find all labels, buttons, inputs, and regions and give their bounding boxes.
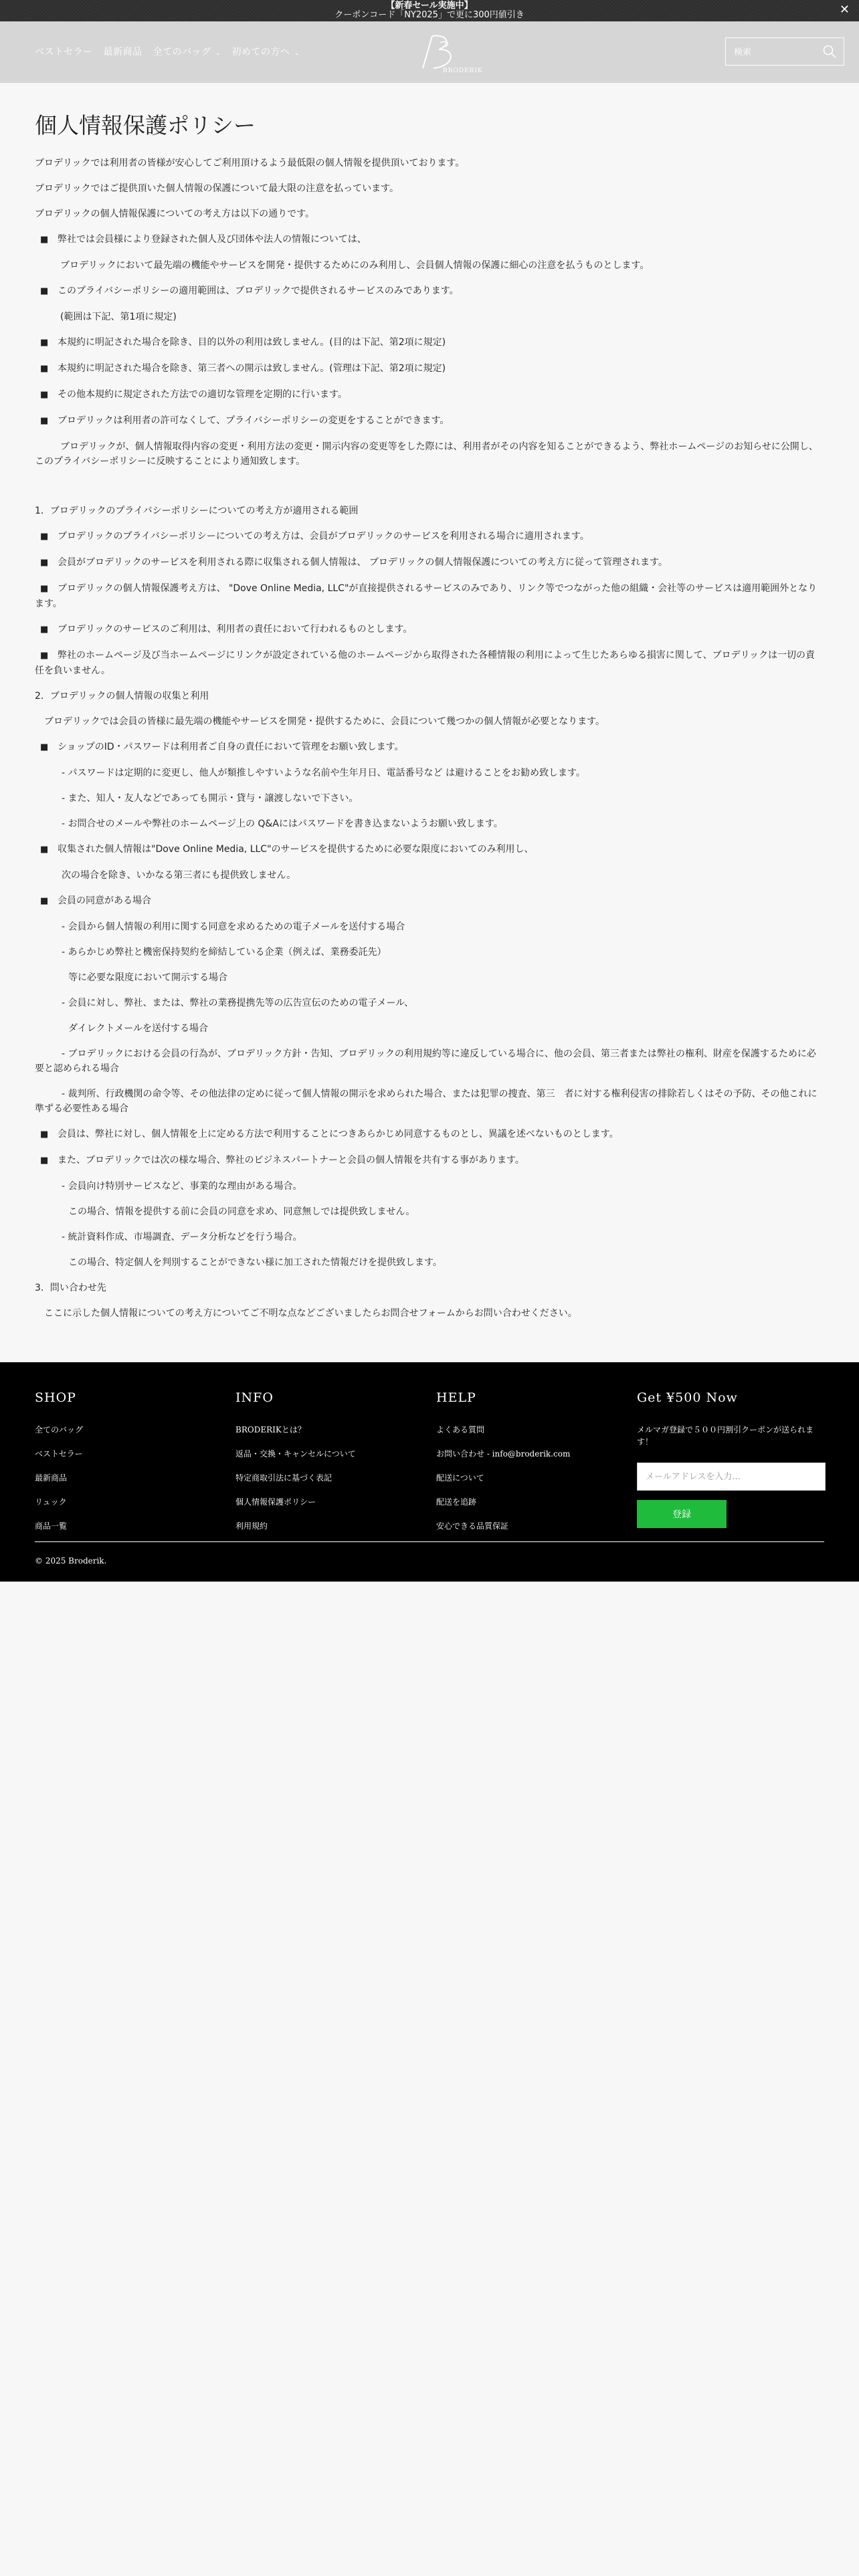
logo-wordmark: BRODERIK: [443, 68, 483, 74]
footer-shop: [35, 1390, 83, 1544]
policy-item: - お問合せのメールや弊社のホームページ上の Q&Aにはパスワードを書き込まないようお願い致します。: [62, 819, 503, 829]
logo-mark: [399, 29, 486, 76]
announcement-title: 【新春セール実施中】: [386, 1, 473, 11]
footer-info-title: INFO: [235, 1390, 274, 1405]
policy-item: - 裁判所、行政機関の命令等、その他法律の定めに従って個人情報の開示を求められた場合、または犯罪の捜査、第三 者に対する権利侵害の排除若しくはその予防、その他これに準ずる必要性ある場合: [35, 1089, 818, 1114]
policy-subtext: ブロデリックが、個人情報取得内容の変更・利用方法の変更・開示内容の変更等をした際には、利用者がその内容を知ることができるよう、弊社ホームページのお知らせに公開し、このプライバシーポリシーに反映することにより通知致します。: [35, 441, 818, 467]
policy-subtext: ブロデリックにおいて最先端の機能やサービスを開発・提供するためにのみ利用し、会員個人情報の保護に細心の注意を払うものとします。: [60, 260, 650, 271]
footer-link[interactable]: 配送について: [436, 1473, 484, 1483]
policy-item: - パスワードは定期的に変更し、他人が類推しやすいような名前や生年月日、電話番号など は避けることをお勧め致します。: [62, 768, 585, 778]
footer-link[interactable]: 返品・交換・キャンセルについて: [235, 1449, 356, 1459]
policy-item: - 会員から個人情報の利用に関する同意を求めるための電子メールを送付する場合: [62, 922, 405, 932]
policy-bullet: ■ 弊社では会員様により登録された個人及び団体や法人の情報については、: [35, 232, 824, 247]
policy-bullet: ■ ブロデリックの個人情報保護考え方は、 "Dove Online Media, LLC"が直接提供されるサービスのみであり、リンク等でつながった他の組織・会社等のサービスは適用範囲外となります。: [35, 581, 824, 611]
copyright: © 2025 Broderik.: [35, 1556, 107, 1566]
policy-subtext: 次の場合を除き、いかなる第三者にも提供致しません。: [62, 870, 296, 881]
policy-bullet: ■ 会員がブロデリックのサービスを利用される際に収集される個人情報は、 ブロデリックの個人情報保護についての考え方に従って管理されます。: [35, 555, 824, 570]
policy-bullet: ■ ブロデリックは利用者の許可なくして、プライバシーポリシーの変更をすることができます。: [35, 413, 824, 429]
newsletter-text: メルマガ登録で５００円割引クーポンが送られます！: [637, 1425, 814, 1446]
policy-content: [35, 83, 824, 1331]
policy-item: ダイレクトメールを送付する場合: [68, 1023, 209, 1034]
nav-all-bags[interactable]: [153, 45, 221, 58]
footer-link[interactable]: 配送を追跡: [436, 1497, 477, 1507]
policy-bullet: ■ 弊社のホームページ及び当ホームページにリンクが設定されている他のホームページから取得された各種情報の利用によって生じたあらゆる損害に関して、ブロデリックは一切の責任を負いません。: [35, 648, 824, 678]
search-box[interactable]: [725, 37, 844, 66]
policy-item: - また、知人・友人などであっても開示・貸与・譲渡しないで下さい。: [62, 793, 359, 804]
chevron-down-icon: ⌄: [294, 49, 300, 57]
footer-help-title: HELP: [436, 1390, 476, 1405]
policy-item: - 会員向け特別サービスなど、事業的な理由がある場合。: [62, 1181, 302, 1192]
newsletter-title: Get ¥500 Now: [637, 1390, 738, 1405]
policy-item: この場合、特定個人を判別することができない様に加工された情報だけを提供致します。: [68, 1257, 442, 1268]
footer-link[interactable]: リュック: [35, 1497, 67, 1507]
section-2-intro: ブロデリックでは会員の皆様に最先端の機能やサービスを開発・提供するために、会員について幾つかの個人情報が必要となります。: [44, 716, 605, 727]
policy-bullet: ■ その他本規約に規定された方法での適切な管理を定期的に行います。: [35, 387, 824, 403]
announcement-coupon: クーポンコード「NY2025」で更に300円値引き: [335, 10, 524, 20]
policy-subtext: (範囲は下記、第1項に規定): [60, 312, 177, 322]
policy-bullet: ■ 本規約に明記された場合を除き、第三者への開示は致しません。(管理は下記、第2項に規定): [35, 361, 824, 377]
nav-all-bags-label: 全てのバッグ: [153, 47, 211, 58]
section-3-title: 3．問い合わせ先: [35, 1283, 106, 1293]
newsletter-email-input[interactable]: [637, 1463, 826, 1491]
policy-item: - 会員に対し、弊社、または、弊社の業務提携先等の広告宣伝のための電子メール、: [62, 998, 414, 1008]
site-header: [0, 21, 859, 83]
announcement-bar: [0, 0, 859, 21]
policy-bullet: ■ このプライバシーポリシーの適用範囲は、ブロデリックで提供されるサービスのみであります。: [35, 284, 824, 299]
footer-info: [235, 1390, 356, 1544]
footer-link[interactable]: ベストセラー: [35, 1449, 83, 1459]
intro-2: ブロデリックではご提供頂いた個人情報の保護について最大限の注意を払っています。: [35, 183, 399, 194]
footer-shop-title: SHOP: [35, 1390, 76, 1405]
section-1-title: 1．ブロデリックのプライバシーポリシーについての考え方が適用される範囲: [35, 506, 359, 516]
footer-link[interactable]: 安心できる品質保証: [436, 1521, 509, 1531]
main-nav: [35, 45, 300, 58]
section-3-text: ここに示した個人情報についての考え方についてご不明な点などございましたらお問合せフォームからお問い合わせください。: [44, 1308, 577, 1319]
nav-first-time-label: 初めての方へ: [231, 47, 290, 58]
broderik-logo[interactable]: [399, 29, 486, 76]
footer-link[interactable]: お問い合わせ - info@broderik.com: [436, 1449, 571, 1459]
nav-bestseller[interactable]: ベストセラー: [35, 47, 93, 58]
section-2-title: 2．ブロデリックの個人情報の収集と利用: [35, 691, 209, 702]
search-input[interactable]: [733, 45, 822, 60]
footer-divider: [35, 1541, 824, 1542]
chevron-down-icon: ⌄: [215, 49, 221, 57]
policy-bullet: ■ 会員の同意がある場合: [35, 893, 824, 909]
footer-link[interactable]: よくある質問: [436, 1425, 485, 1434]
policy-bullet: ■ 会員は、弊社に対し、個人情報を上に定める方法で利用することにつきあらかじめ同意するものとし、異議を述べないものとします。: [35, 1127, 824, 1142]
footer-link[interactable]: 個人情報保護ポリシー: [235, 1497, 316, 1507]
policy-bullet: ■ 本規約に明記された場合を除き、目的以外の利用は致しません。(目的は下記、第2項に規定): [35, 335, 824, 350]
footer-link[interactable]: 商品一覧: [35, 1521, 68, 1531]
policy-bullet: ■ ブロデリックのサービスのご利用は、利用者の責任において行われるものとします。: [35, 622, 824, 637]
intro-1: ブロデリックでは利用者の皆様が安心してご利用頂けるよう最低限の個人情報を提供頂いております。: [35, 158, 465, 169]
nav-new-products[interactable]: 最新商品: [103, 47, 142, 58]
footer-link[interactable]: 全てのバッグ: [35, 1425, 84, 1434]
footer-link[interactable]: 最新商品: [35, 1473, 68, 1483]
page-title: 個人情報保護ポリシー: [35, 112, 256, 138]
footer-link[interactable]: 特定商取引法に基づく表記: [235, 1473, 332, 1483]
policy-item: - 統計資料作成、市場調査、データ分析などを行う場合。: [62, 1232, 302, 1243]
subscribe-button[interactable]: 登録: [637, 1500, 727, 1528]
site-footer: [0, 1362, 859, 1582]
footer-link[interactable]: BRODERIKとは？: [235, 1425, 306, 1434]
nav-first-time[interactable]: [231, 45, 300, 58]
policy-item: 等に必要な限度において開示する場合: [68, 972, 227, 983]
close-icon[interactable]: ✕: [839, 3, 850, 17]
policy-bullet: ■ ブロデリックのプライバシーポリシーについての考え方は、会員がブロデリックのサービスを利用される場合に適用されます。: [35, 529, 824, 544]
policy-bullet: ■ ショップのID・パスワードは利用者ご自身の責任において管理をお願い致します。: [35, 740, 824, 755]
search-icon[interactable]: [822, 44, 837, 59]
policy-item: - ブロデリックにおける会員の行為が、ブロデリック方針・告知、ブロデリックの利用規約等に違反している場合に、他の会員、第三者または弊社の権利、財産を保護するために必要と認められる場合: [35, 1049, 816, 1074]
policy-bullet: ■ また、ブロデリックでは次の様な場合、弊社のビジネスパートナーと会員の個人情報を共有する事があります。: [35, 1153, 824, 1168]
footer-newsletter: [637, 1390, 826, 1528]
intro-3: ブロデリックの個人情報保護についての考え方は以下の通りです。: [35, 209, 315, 219]
footer-link[interactable]: 利用規約: [235, 1521, 268, 1531]
policy-item: この場合、情報を提供する前に会員の同意を求め、同意無しでは提供致しません。: [68, 1206, 415, 1217]
policy-bullet: ■ 収集された個人情報は"Dove Online Media, LLC"のサービスを提供するために必要な限度においてのみ利用し、: [35, 842, 824, 857]
policy-item: - あらかじめ弊社と機密保持契約を締結している企業（例えば、業務委託先）: [62, 947, 387, 958]
footer-help: [436, 1390, 570, 1544]
